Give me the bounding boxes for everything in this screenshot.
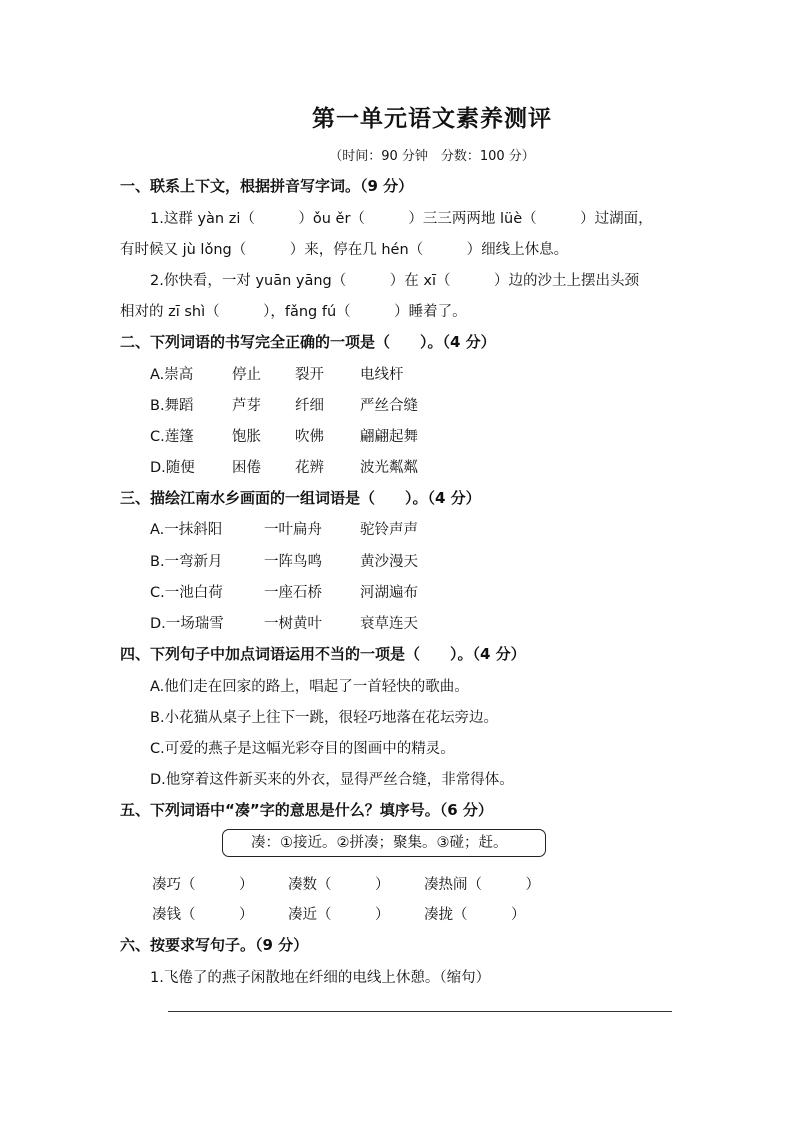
option-b-word-3: 纤细 [295,398,324,414]
item-coulong: 凑拢（ ） [424,907,526,923]
option-b-word-2: 芦芽 [232,398,261,414]
option-d-word-3: 花辨 [295,460,324,476]
option-c-word-4: 翩翩起舞 [360,429,418,445]
option-c-word-1: C.莲篷 [150,429,194,445]
section-1-heading: 一、联系上下文，根据拼音写字词。（9 分） [120,177,414,195]
option-d-word-3: 衰草连天 [360,616,418,632]
page-title: 第一单元语文素养测评 [312,105,552,132]
option-b-word-1: B.一弯新月 [150,554,223,570]
question-1-1-line-2: 有时候又 jù lǒng（ ）来，停在几 hén（ ）细线上休息。 [120,242,569,258]
definition-box: 凑：①接近。②拼凑；聚集。③碰；赶。 [222,829,546,857]
option-a-word-2: 一叶扁舟 [264,522,322,538]
option-a-word-1: A.崇高 [150,367,194,383]
option-b-word-1: B.舞蹈 [150,398,194,414]
item-couqiao: 凑巧（ ） [152,877,254,893]
option-c-word-2: 饱胀 [232,429,261,445]
section-5-heading: 五、下列词语中“凑”字的意思是什么？填序号。（6 分） [120,801,493,819]
option-d-word-2: 一树黄叶 [264,616,322,632]
exam-info: （时间：90 分钟 分数：100 分） [329,149,535,164]
option-a-word-3: 驼铃声声 [360,522,418,538]
option-b-word-4: 严丝合缝 [360,398,418,414]
option-d-word-4: 波光粼粼 [360,460,418,476]
option-a-word-4: 电线杆 [360,367,404,383]
item-coujin: 凑近（ ） [288,907,390,923]
question-1-1-line-1: 1.这群 yàn zi（ ）ǒu ěr（ ）三三两两地 lüè（ ）过湖面， [150,211,653,227]
option-d-word-1: D.一场瑞雪 [150,616,224,632]
option-d-word-2: 困倦 [232,460,261,476]
option-a-word-2: 停止 [232,367,261,383]
question-6-1: 1.飞倦了的燕子闲散地在纤细的电线上休憩。（缩句） [150,970,491,986]
section-2-heading: 二、下列词语的书写完全正确的一项是（ ）。（4 分） [120,333,496,351]
section-4-heading: 四、下列句子中加点词语运用不当的一项是（ ）。（4 分） [120,645,526,663]
section-6-heading: 六、按要求写句子。（9 分） [120,936,309,954]
option-c-word-2: 一座石桥 [264,585,322,601]
item-courenao: 凑热闹（ ） [424,877,540,893]
option-b-word-3: 黄沙漫天 [360,554,418,570]
question-1-2-line-1: 2.你快看，一对 yuān yāng（ ）在 xī（ ）边的沙土上摆出头颈 [150,273,639,289]
option-d-word-1: D.随便 [150,460,195,476]
option-b-word-2: 一阵鸟鸣 [264,554,322,570]
section-4-option-b: B.小花猫从桌子上往下一跳，很轻巧地落在花坛旁边。 [150,710,499,726]
section-4-option-d: D.他穿着这件新买来的外衣，显得严丝合缝，非常得体。 [150,772,514,788]
item-couqian: 凑钱（ ） [152,907,254,923]
option-c-word-1: C.一池白荷 [150,585,223,601]
option-a-word-1: A.一抹斜阳 [150,522,223,538]
option-c-word-3: 吹佛 [295,429,324,445]
section-4-option-a: A.他们走在回家的路上，唱起了一首轻快的歌曲。 [150,679,469,695]
option-a-word-3: 裂开 [295,367,324,383]
section-4-option-c: C.可爱的燕子是这幅光彩夺目的图画中的精灵。 [150,741,455,757]
item-coushu: 凑数（ ） [288,877,390,893]
section-3-heading: 三、描绘江南水乡画面的一组词语是（ ）。（4 分） [120,489,481,507]
answer-line[interactable] [168,1011,672,1012]
question-1-2-line-2: 相对的 zī shì（ ），fǎng fú（ ）睡着了。 [120,304,467,320]
option-c-word-3: 河湖遍布 [360,585,418,601]
